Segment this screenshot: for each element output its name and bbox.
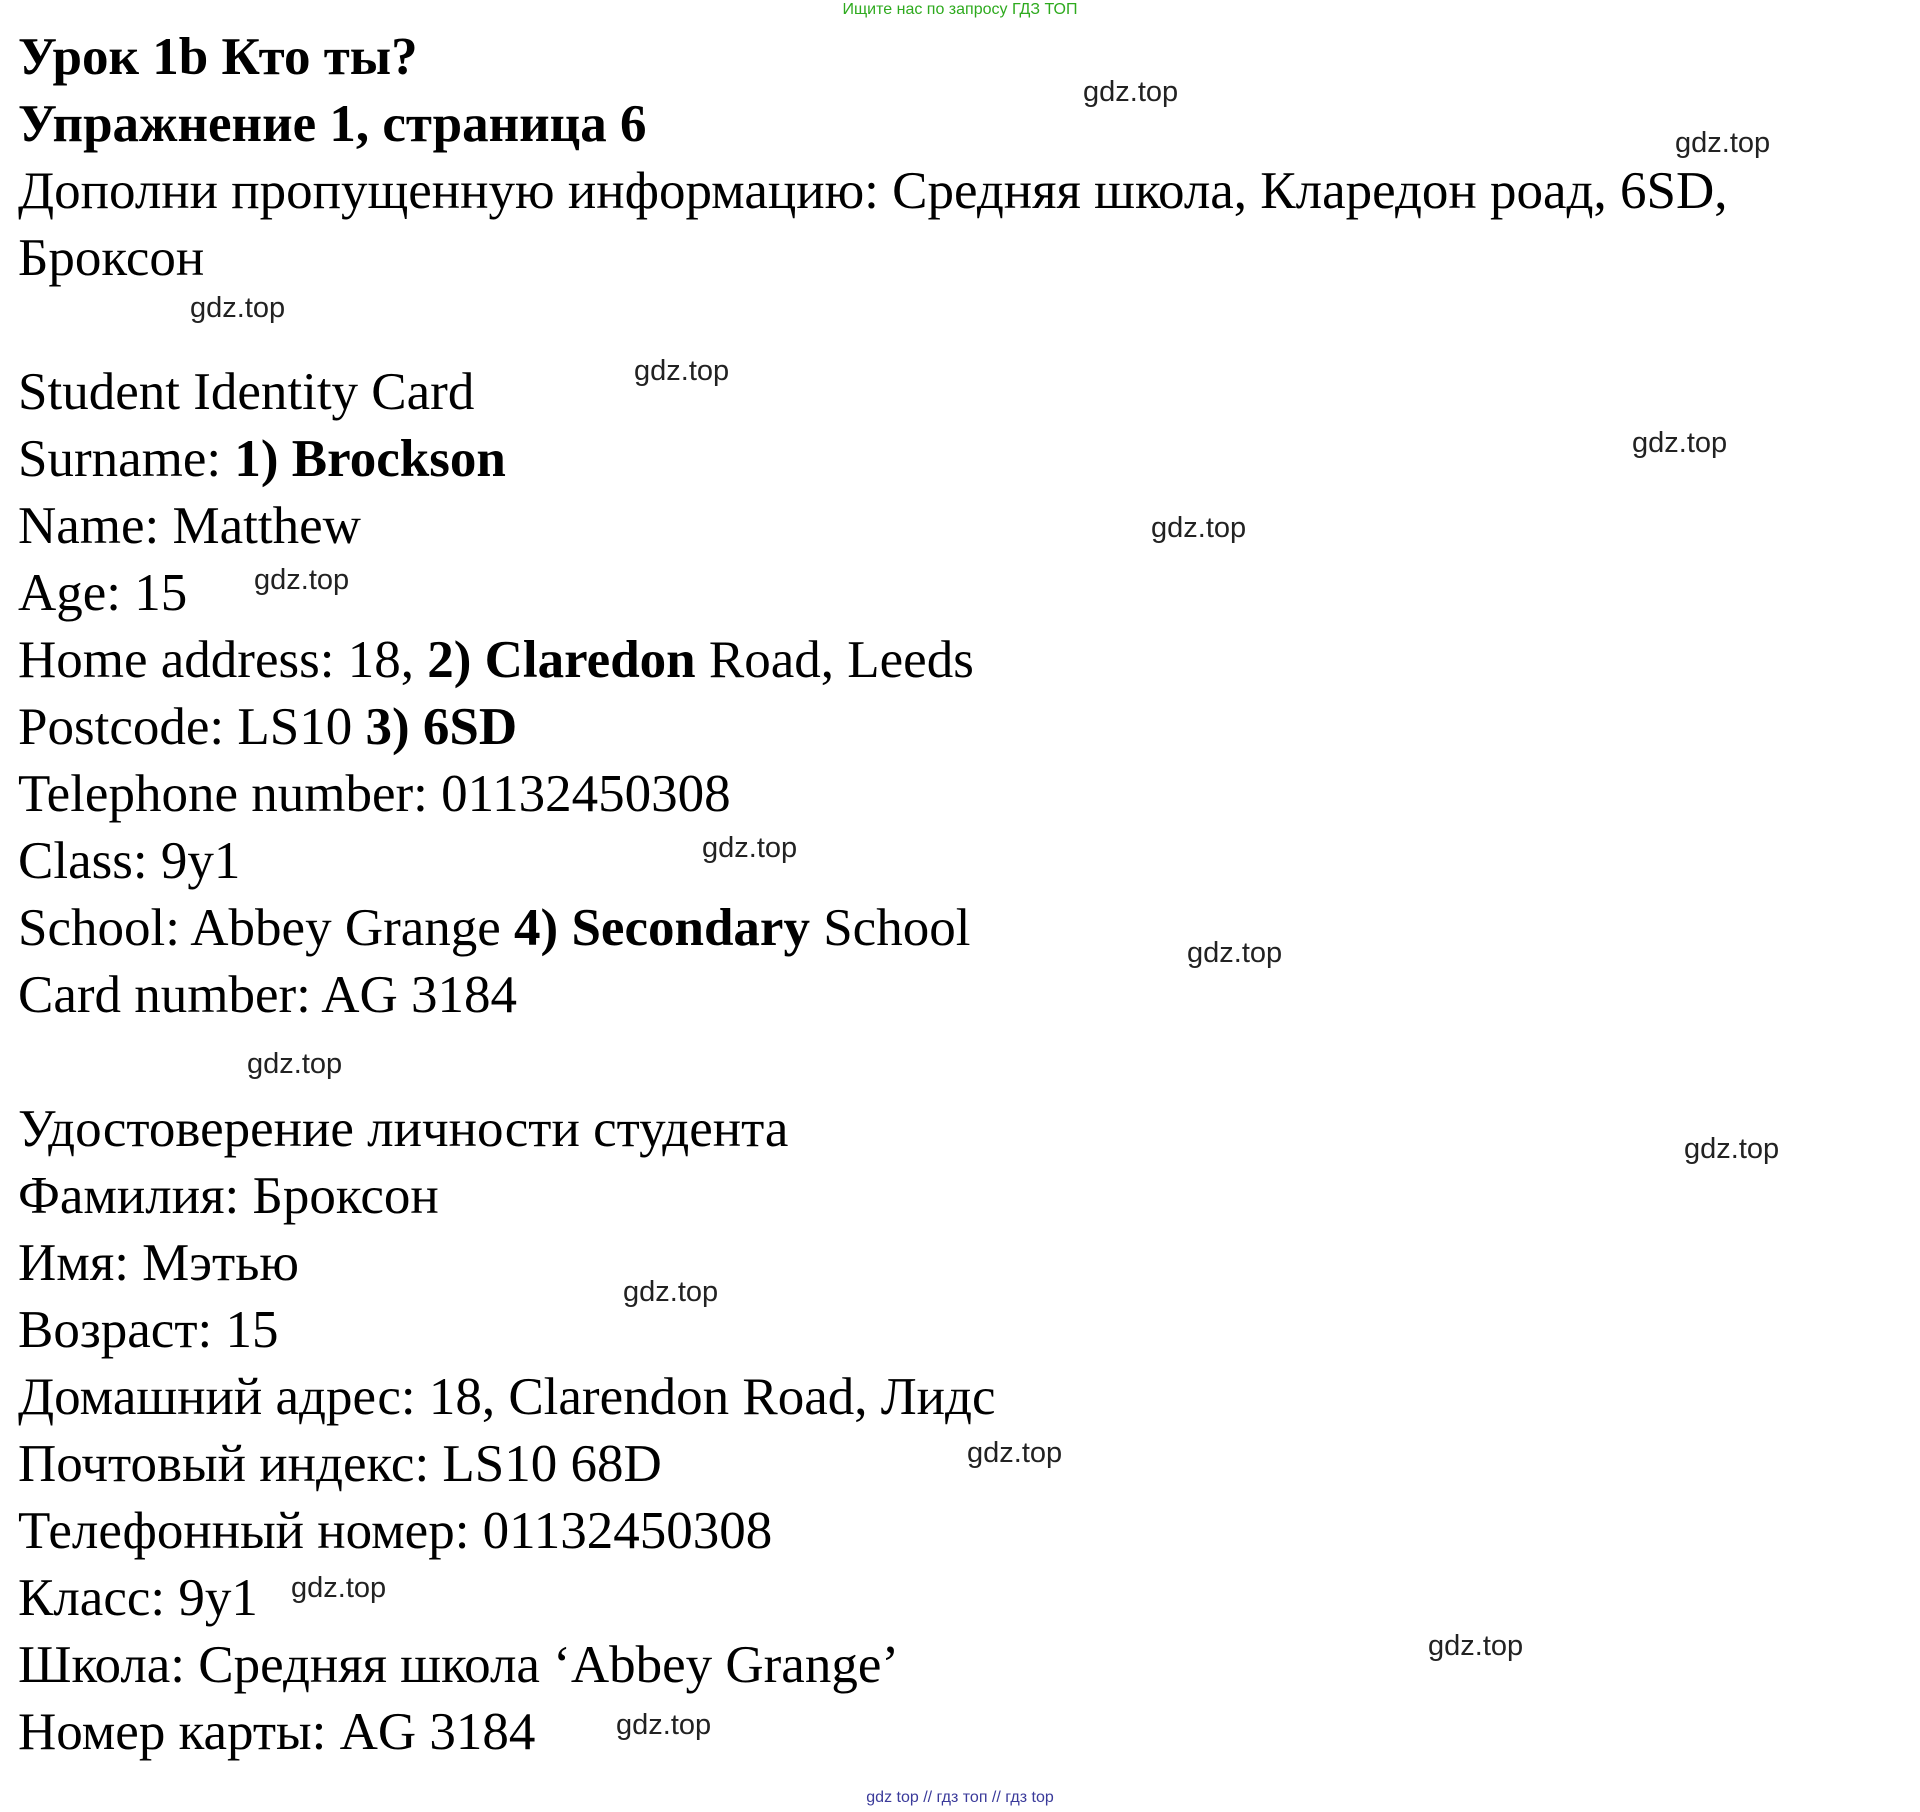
english-surname-answer: 1) Brockson — [234, 430, 506, 488]
russian-card-title: Удостоверение личности студента — [18, 1100, 789, 1158]
exercise-title: Упражнение 1, страница 6 — [18, 95, 647, 153]
russian-name-line: Имя: Мэтью — [18, 1234, 299, 1292]
russian-school-line: Школа: Средняя школа ‘Abbey Grange’ — [18, 1636, 899, 1694]
english-school-prefix: School: Abbey Grange — [18, 899, 515, 957]
english-school-suffix: School — [809, 899, 971, 957]
instruction-text: Дополни пропущенную информацию: Средняя школа, Кларедон роад, 6SD, Броксон — [18, 162, 1728, 287]
english-name-line: Name: Matthew — [18, 497, 361, 555]
english-address-answer: 2) Claredon — [427, 631, 696, 689]
watermark: gdz.top — [291, 1572, 387, 1604]
watermark: gdz.top — [1675, 127, 1771, 159]
top-banner: Ищите нас по запросу ГДЗ ТОП — [842, 1, 1078, 18]
watermark: gdz.top — [616, 1709, 712, 1741]
english-postcode-prefix: Postcode: LS10 — [18, 698, 366, 756]
watermark: gdz.top — [1428, 1630, 1524, 1662]
watermark: gdz.top — [190, 292, 286, 324]
english-postcode-answer: 3) 6SD — [365, 698, 518, 756]
russian-card-number-line: Номер карты: AG 3184 — [18, 1703, 536, 1761]
watermark: gdz.top — [967, 1437, 1063, 1469]
footer-text: gdz top // гдз топ // гдз top — [866, 1789, 1054, 1806]
english-school-line — [18, 895, 1908, 962]
english-surname-line — [18, 426, 1908, 493]
english-class-line: Class: 9y1 — [18, 832, 241, 890]
watermark: gdz.top — [1684, 1133, 1780, 1165]
lesson-title: Урок 1b Кто ты? — [18, 28, 418, 86]
watermark: gdz.top — [1151, 512, 1247, 544]
english-card-title: Student Identity Card — [18, 363, 475, 421]
russian-telephone-line: Телефонный номер: 01132450308 — [18, 1502, 773, 1560]
russian-class-line: Класс: 9y1 — [18, 1569, 258, 1627]
watermark: gdz.top — [1187, 937, 1283, 969]
english-card-number-line: Card number: AG 3184 — [18, 966, 518, 1024]
russian-surname-line: Фамилия: Броксон — [18, 1167, 439, 1225]
watermark: gdz.top — [623, 1276, 719, 1308]
russian-address-line: Домашний адрес: 18, Clarendon Road, Лидс — [18, 1368, 996, 1426]
watermark: gdz.top — [247, 1048, 343, 1080]
watermark: gdz.top — [1632, 427, 1728, 459]
watermark: gdz.top — [634, 355, 730, 387]
english-address-prefix: Home address: 18, — [18, 631, 428, 689]
watermark: gdz.top — [702, 832, 798, 864]
english-school-answer: 4) Secondary — [514, 899, 810, 957]
english-age-line: Age: 15 — [18, 564, 188, 622]
english-postcode-line — [18, 694, 1908, 761]
watermark: gdz.top — [1083, 76, 1179, 108]
english-telephone-line: Telephone number: 01132450308 — [18, 765, 731, 823]
english-surname-label: Surname: — [18, 430, 235, 488]
english-address-suffix: Road, Leeds — [695, 631, 974, 689]
document-content — [18, 24, 1908, 1766]
russian-age-line: Возраст: 15 — [18, 1301, 279, 1359]
english-address-line — [18, 627, 1908, 694]
russian-postcode-line: Почтовый индекс: LS10 68D — [18, 1435, 662, 1493]
spacer — [18, 292, 1908, 359]
watermark: gdz.top — [254, 564, 350, 596]
